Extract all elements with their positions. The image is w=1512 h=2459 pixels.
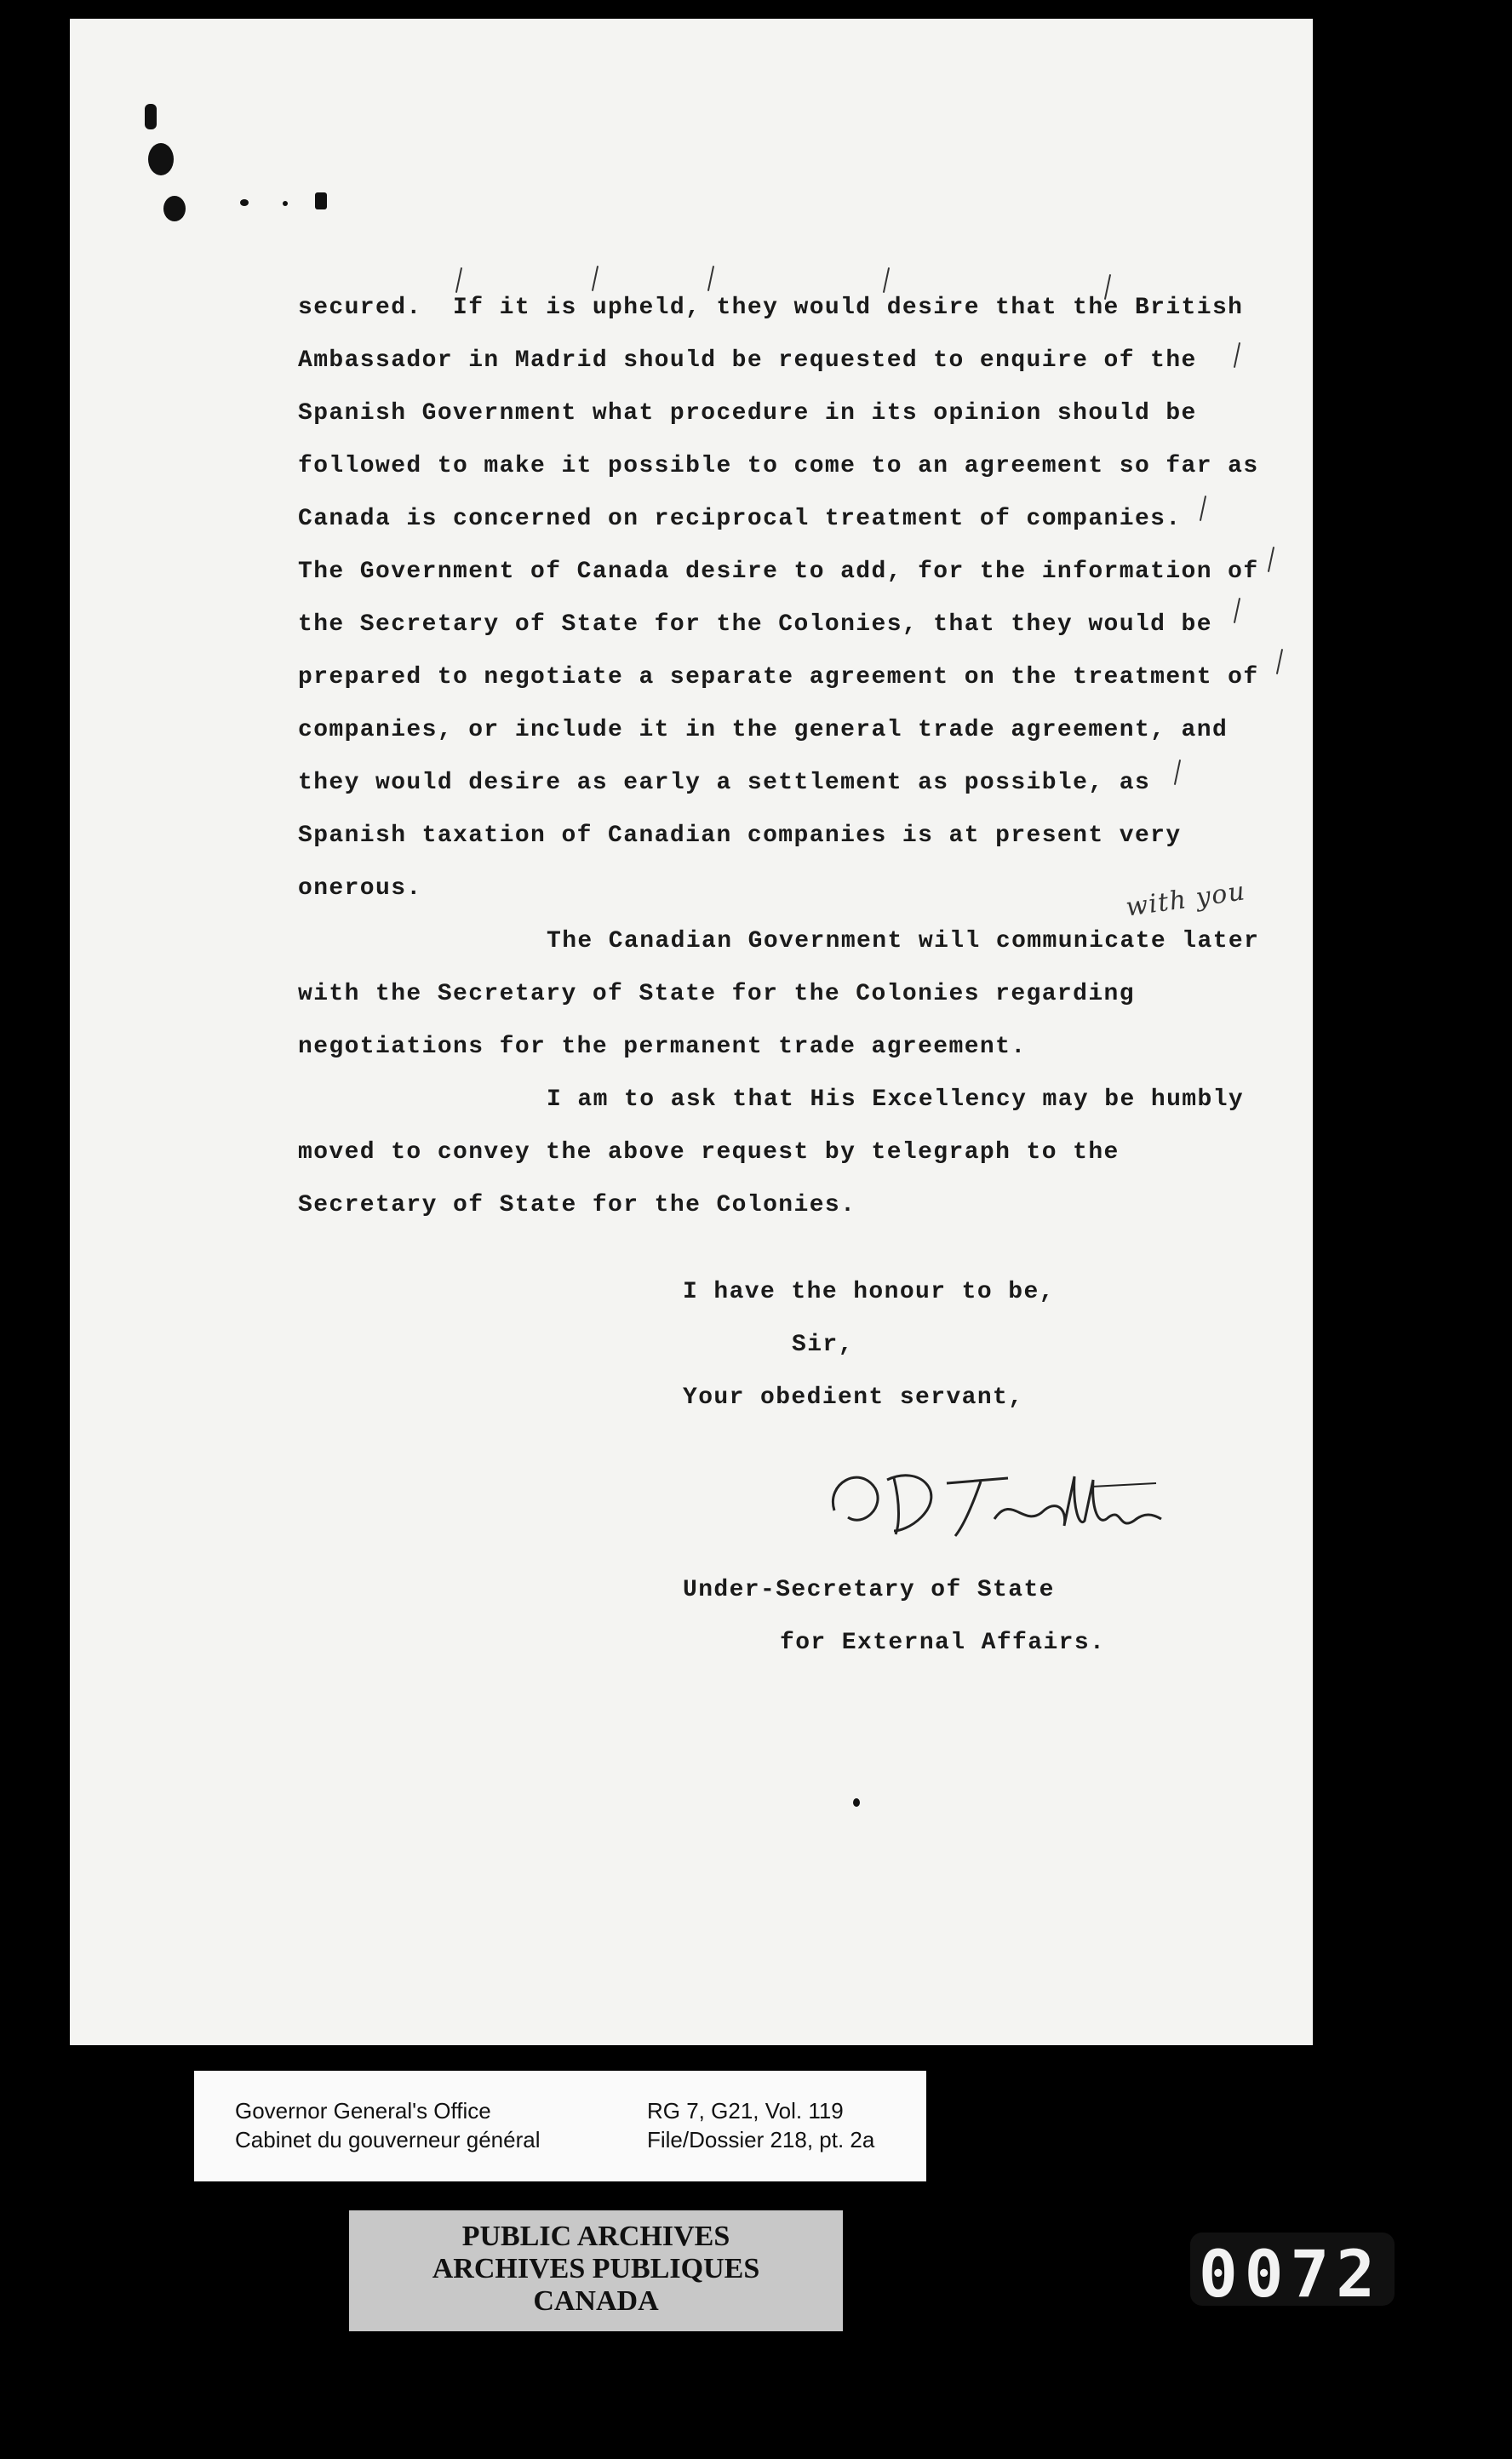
signature xyxy=(819,1458,1177,1551)
letter-line: moved to convey the above request by telegraph to the xyxy=(298,1139,1120,1166)
letter-line: I am to ask that His Excellency may be humbly xyxy=(547,1086,1245,1113)
speck-mark xyxy=(240,199,249,206)
pencil-tick-mark xyxy=(1276,649,1283,674)
archive-reference: RG 7, G21, Vol. 119 xyxy=(647,2098,844,2124)
closing-line: Your obedient servant, xyxy=(683,1384,1024,1411)
letter-line: with the Secretary of State for the Colonies regarding xyxy=(298,981,1135,1007)
letter-line: The Government of Canada desire to add, for the information of xyxy=(298,559,1259,585)
letter-line: the Secretary of State for the Colonies, that they would be xyxy=(298,611,1212,638)
punch-hole-mark xyxy=(163,196,186,221)
signatory-title: Under-Secretary of State xyxy=(683,1577,1055,1603)
letter-line: followed to make it possible to come to an agreement so far as xyxy=(298,453,1259,479)
pencil-tick-mark xyxy=(1234,342,1240,368)
document-page xyxy=(70,19,1313,2045)
office-name-en: Governor General's Office xyxy=(235,2098,491,2124)
letter-line: negotiations for the permanent trade agreement. xyxy=(298,1034,1027,1060)
pencil-tick-mark xyxy=(1268,547,1274,572)
letter-line: prepared to negotiate a separate agreement on the treatment of xyxy=(298,664,1259,691)
letter-line: The Canadian Government will communicate later xyxy=(547,928,1260,954)
letter-line: Spanish Government what procedure in its opinion should be xyxy=(298,400,1197,427)
archive-reference-label xyxy=(194,2071,926,2181)
letter-line: secured. If it is upheld, they would desire that the British xyxy=(298,295,1244,321)
speck-mark xyxy=(853,1798,860,1807)
pencil-tick-mark xyxy=(592,266,598,291)
frame-number xyxy=(1190,2233,1395,2306)
public-archives-stamp xyxy=(349,2210,843,2331)
letter-line: onerous. xyxy=(298,875,422,902)
archives-line-fr: ARCHIVES PUBLIQUES xyxy=(432,2253,760,2284)
handwritten-insert: with you xyxy=(1124,876,1248,923)
office-name-fr: Cabinet du gouverneur général xyxy=(235,2127,541,2152)
letter-line: companies, or include it in the general trade agreement, and xyxy=(298,717,1228,743)
punch-hole-mark xyxy=(148,143,174,175)
archives-line-en: PUBLIC ARCHIVES xyxy=(461,2221,730,2252)
signatory-title: for External Affairs. xyxy=(780,1630,1106,1656)
closing-line: I have the honour to be, xyxy=(683,1279,1055,1305)
letter-line: Secretary of State for the Colonies. xyxy=(298,1192,856,1218)
pencil-tick-mark xyxy=(455,267,462,293)
punch-hole-mark xyxy=(145,104,157,129)
archives-line-country: CANADA xyxy=(533,2285,659,2317)
speck-mark xyxy=(315,192,327,209)
pencil-tick-mark xyxy=(1174,759,1181,785)
letter-line: Canada is concerned on reciprocal treatment of companies. xyxy=(298,506,1182,532)
closing-line: Sir, xyxy=(792,1332,854,1358)
letter-line: Spanish taxation of Canadian companies is at present very xyxy=(298,823,1182,849)
pencil-tick-mark xyxy=(707,266,714,291)
speck-mark xyxy=(283,201,288,206)
pencil-tick-mark xyxy=(883,267,890,293)
letter-line: they would desire as early a settlement as possible, as xyxy=(298,770,1151,796)
archive-file: File/Dossier 218, pt. 2a xyxy=(647,2127,875,2152)
pencil-tick-mark xyxy=(1200,496,1206,521)
letter-line: Ambassador in Madrid should be requested to enquire of the xyxy=(298,347,1197,374)
pencil-tick-mark xyxy=(1234,598,1240,623)
frame-number-text: 0072 xyxy=(1199,2236,1383,2306)
